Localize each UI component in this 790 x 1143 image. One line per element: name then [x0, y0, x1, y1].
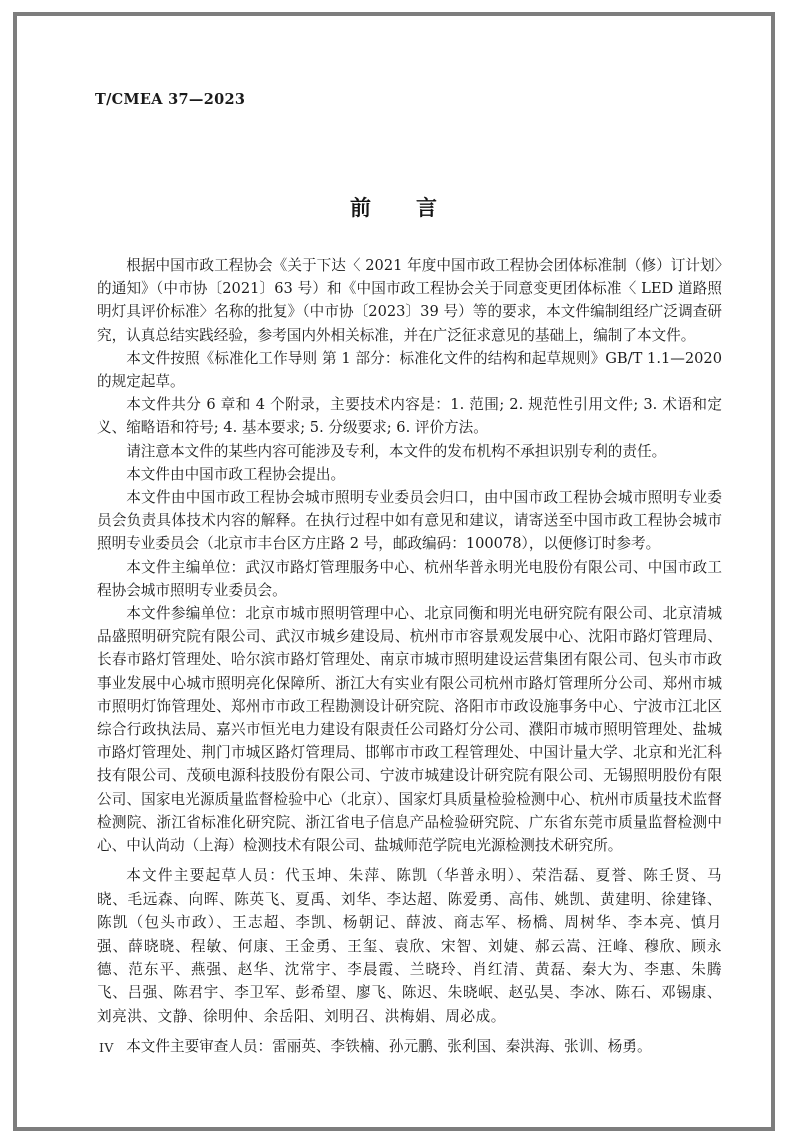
- page-number: IV: [99, 1040, 114, 1055]
- paragraph-participating-units: 本文件参编单位：北京市城市照明管理中心、北京同衡和明光电研究院有限公司、北京清城品盛照明研究院有限公司、武汉市城乡建设局、杭州市市容景观发展中心、沈阳市路灯管理局、长春市路灯管理处、哈尔滨市路灯管理处、南京市城市照明建设运营集团有限公司、包头市市政事业发展中心城市照明亮化保障所、浙江大有实业有限公司杭州市路灯管理所分公司、郑州市城市照明灯饰管理处、郑州市市政工程勘测设计研究院、洛阳市市政设施事务中心、宁波市江北区综合行政执法局、嘉兴市恒光电力建设有限责任公司路灯分公司、濮阳市城市照明管理处、盐城市路灯管理处、荆门市城区路灯管理局、邯郸市市政工程管理处、中国计量大学、北京和光汇科技有限公司、茂硕电源科技股份有限公司、宁波市城建设计研究院有限公司、无锡照明股份有限公司、国家电光源质量监督检验中心（北京）、国家灯具质量检验检测中心、杭州市质量技术监督检测院、浙江省标准化研究院、浙江省电子信息产品检验研究院、广东省东莞市质量监督检测中心、中认尚动（上海）检测技术有限公司、盐城师范学院电光源检测技术研究所。: [97, 605, 722, 855]
- paragraph-drafting-rules: 本文件按照《标准化工作导则 第 1 部分：标准化文件的结构和起草规则》GB/T 1.1—2020 的规定起草。: [97, 349, 722, 391]
- paragraph-administered-by: 本文件由中国市政工程协会城市照明专业委员会归口，由中国市政工程协会城市照明专业委员会负责具体技术内容的解释。在执行过程中如有意见和建议，请寄送至中国市政工程协会城市照明专业委员会（北京市丰台区方庄路 2 号，邮政编码：100078），以便修订时参考。: [97, 489, 722, 553]
- paragraph-chief-editor-units: 本文件主编单位：武汉市路灯管理服务中心、杭州华普永明光电股份有限公司、中国市政工程协会城市照明专业委员会。: [97, 558, 722, 599]
- paragraph-main-reviewers: 本文件主要审查人员：雷丽英、李铁楠、孙元鹏、张利国、秦洪海、张训、杨勇。: [126, 1038, 652, 1056]
- paragraph-proposed-by: 本文件由中国市政工程协会提出。: [126, 465, 346, 483]
- page-content: [17, 16, 771, 1127]
- running-head-standard-number: T/CMEA 37—2023: [95, 91, 246, 108]
- foreword-body: [97, 254, 722, 1058]
- paragraph-structure-contents: 本文件共分 6 章和 4 个附录，主要技术内容是：1. 范围; 2. 规范性引用文件; 3. 术语和定义、缩略语和符号; 4. 基本要求; 5. 分级要求; 6. 评价方法。: [97, 396, 722, 437]
- page-border-frame: [13, 12, 775, 1131]
- paragraph-patent-notice: 请注意本文件的某些内容可能涉及专利，本文件的发布机构不承担识别专利的责任。: [126, 442, 667, 460]
- page-title: 前 言: [350, 196, 438, 220]
- paragraph-origin-basis: 根据中国市政工程协会《关于下达〈 2021 年度中国市政工程协会团体标准制（修）订计划〉的通知》（中市协〔2021〕63 号）和《中国市政工程协会关于同意变更团体标准〈 LED 道路照明灯具评价标准〉名称的批复》（中市协〔2023〕39 号）等的要求，本文件编制组经广泛调查研究，认真总结实践经验，参考国内外相关标准，并在广泛征求意见的基础上，编制了本文件。: [97, 257, 722, 344]
- paragraph-main-drafters: 本文件主要起草人员：代玉坤、朱萍、陈凯（华普永明）、荣浩磊、夏誉、陈壬贤、马晓、毛远森、向晖、陈英飞、夏禹、刘华、李达超、陈爱勇、高伟、姚凯、黄建明、徐建锋、陈凯（包头市政）、王志超、李凯、杨朝记、薛波、商志军、杨橋、周树华、李本亮、慎月强、薛晓晓、程敏、何康、王金勇、王玺、袁欣、宋智、刘婕、郝云嵩、汪峰、穆欣、顾永德、范东平、燕强、赵华、沈常宇、李晨霞、兰晓玲、肖红清、黄磊、秦大为、李惠、朱腾飞、吕强、陈君宇、李卫军、彭希望、廖飞、陈迟、朱晓岷、赵弘昊、李冰、陈石、邓锡康、刘亮洪、文静、徐明仲、余岳阳、刘明召、洪梅娟、周必成。: [97, 867, 722, 1025]
